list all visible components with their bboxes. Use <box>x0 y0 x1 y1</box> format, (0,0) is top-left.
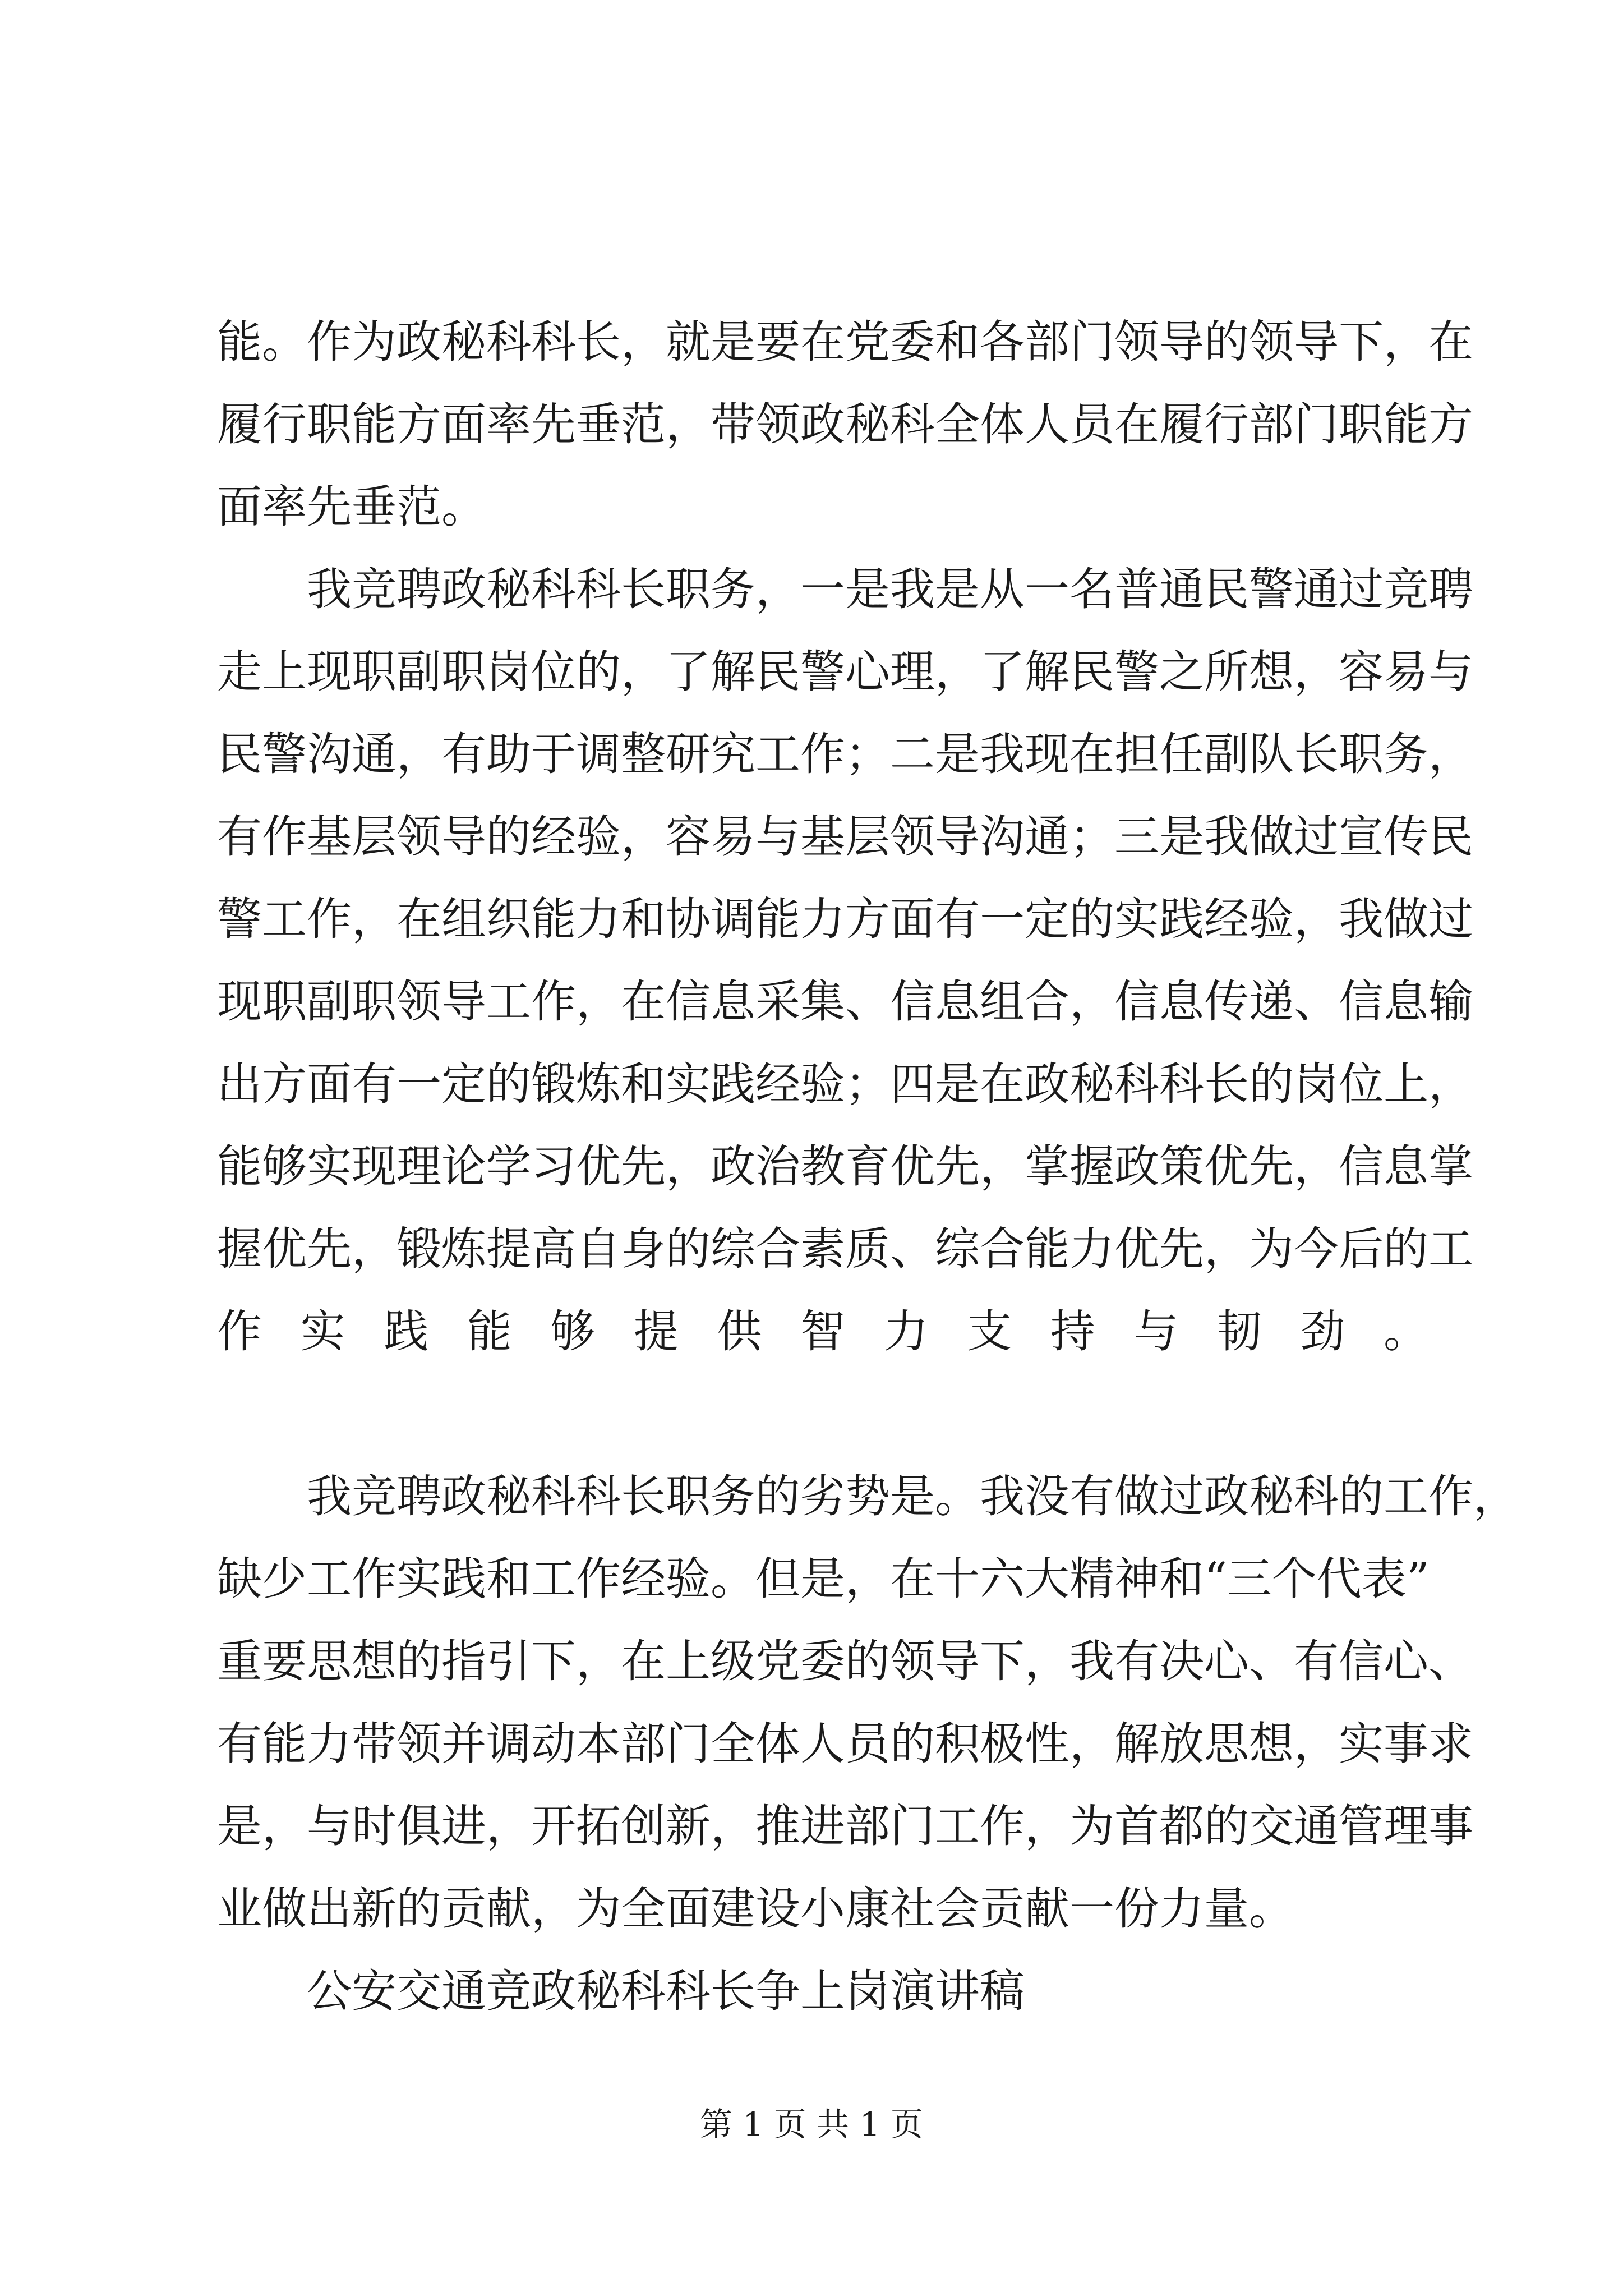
closing-title: 公安交通竞政秘科科长争上岗演讲稿 <box>307 1965 1025 2017</box>
text-line: 出方面有一定的锻炼和实践经验；四是在政秘科科长的岗位上， <box>217 1058 1473 1110</box>
text-line: 现职副职领导工作，在信息采集、信息组合，信息传递、信息输 <box>217 976 1473 1028</box>
text-line: 缺少工作实践和工作经验。但是，在十六大精神和“三个代表” <box>217 1553 1430 1605</box>
text-line: 业做出新的贡献，为全面建设小康社会贡献一份力量。 <box>217 1883 1294 1935</box>
document-body <box>217 301 1518 2032</box>
text-line: 警工作，在组织能力和协调能力方面有一定的实践经验，我做过 <box>217 893 1473 945</box>
text-line: 民警沟通，有助于调整研究工作；二是我现在担任副队长职务， <box>217 728 1473 780</box>
text-line: 履行职能方面率先垂范，带领政秘科全体人员在履行部门职能方 <box>217 398 1473 450</box>
text-line: 能。作为政秘科科长，就是要在党委和各部门领导的领导下，在 <box>217 316 1473 368</box>
text-line: 重要思想的指引下，在上级党委的领导下，我有决心、有信心、 <box>217 1635 1473 1687</box>
paragraph <box>217 301 1473 548</box>
text-line: 有能力带领并调动本部门全体人员的积极性，解放思想，实事求 <box>217 1718 1473 1770</box>
text-line <box>217 1373 1428 1455</box>
text-line: 面率先垂范。 <box>217 481 486 533</box>
text-line: 我竞聘政秘科科长职务的劣势是。我没有做过政秘科的工作， <box>307 1470 1518 1522</box>
paragraph <box>217 548 1473 1455</box>
page-indicator: 第 1 页 共 1 页 <box>700 2105 923 2143</box>
text-line: 走上现职副职岗位的，了解民警心理，了解民警之所想，容易与 <box>217 646 1473 698</box>
text-line: 我竞聘政秘科科长职务，一是我是从一名普通民警通过竞聘 <box>307 563 1473 615</box>
text-line: 有作基层领导的经验，容易与基层领导沟通；三是我做过宣传民 <box>217 811 1473 863</box>
text-line: 是，与时俱进，开拓创新，推进部门工作，为首都的交通管理事 <box>217 1800 1473 1852</box>
text-line: 握优先，锻炼提高自身的综合素质、综合能力优先，为今后的工 <box>217 1223 1473 1275</box>
text-line: 能够实现理论学习优先，政治教育优先，掌握政策优先，信息掌 <box>217 1140 1473 1193</box>
paragraph <box>217 1455 1518 1950</box>
text-line: 作实践能够提供智力支持与韧劲。 <box>217 1305 1428 1358</box>
